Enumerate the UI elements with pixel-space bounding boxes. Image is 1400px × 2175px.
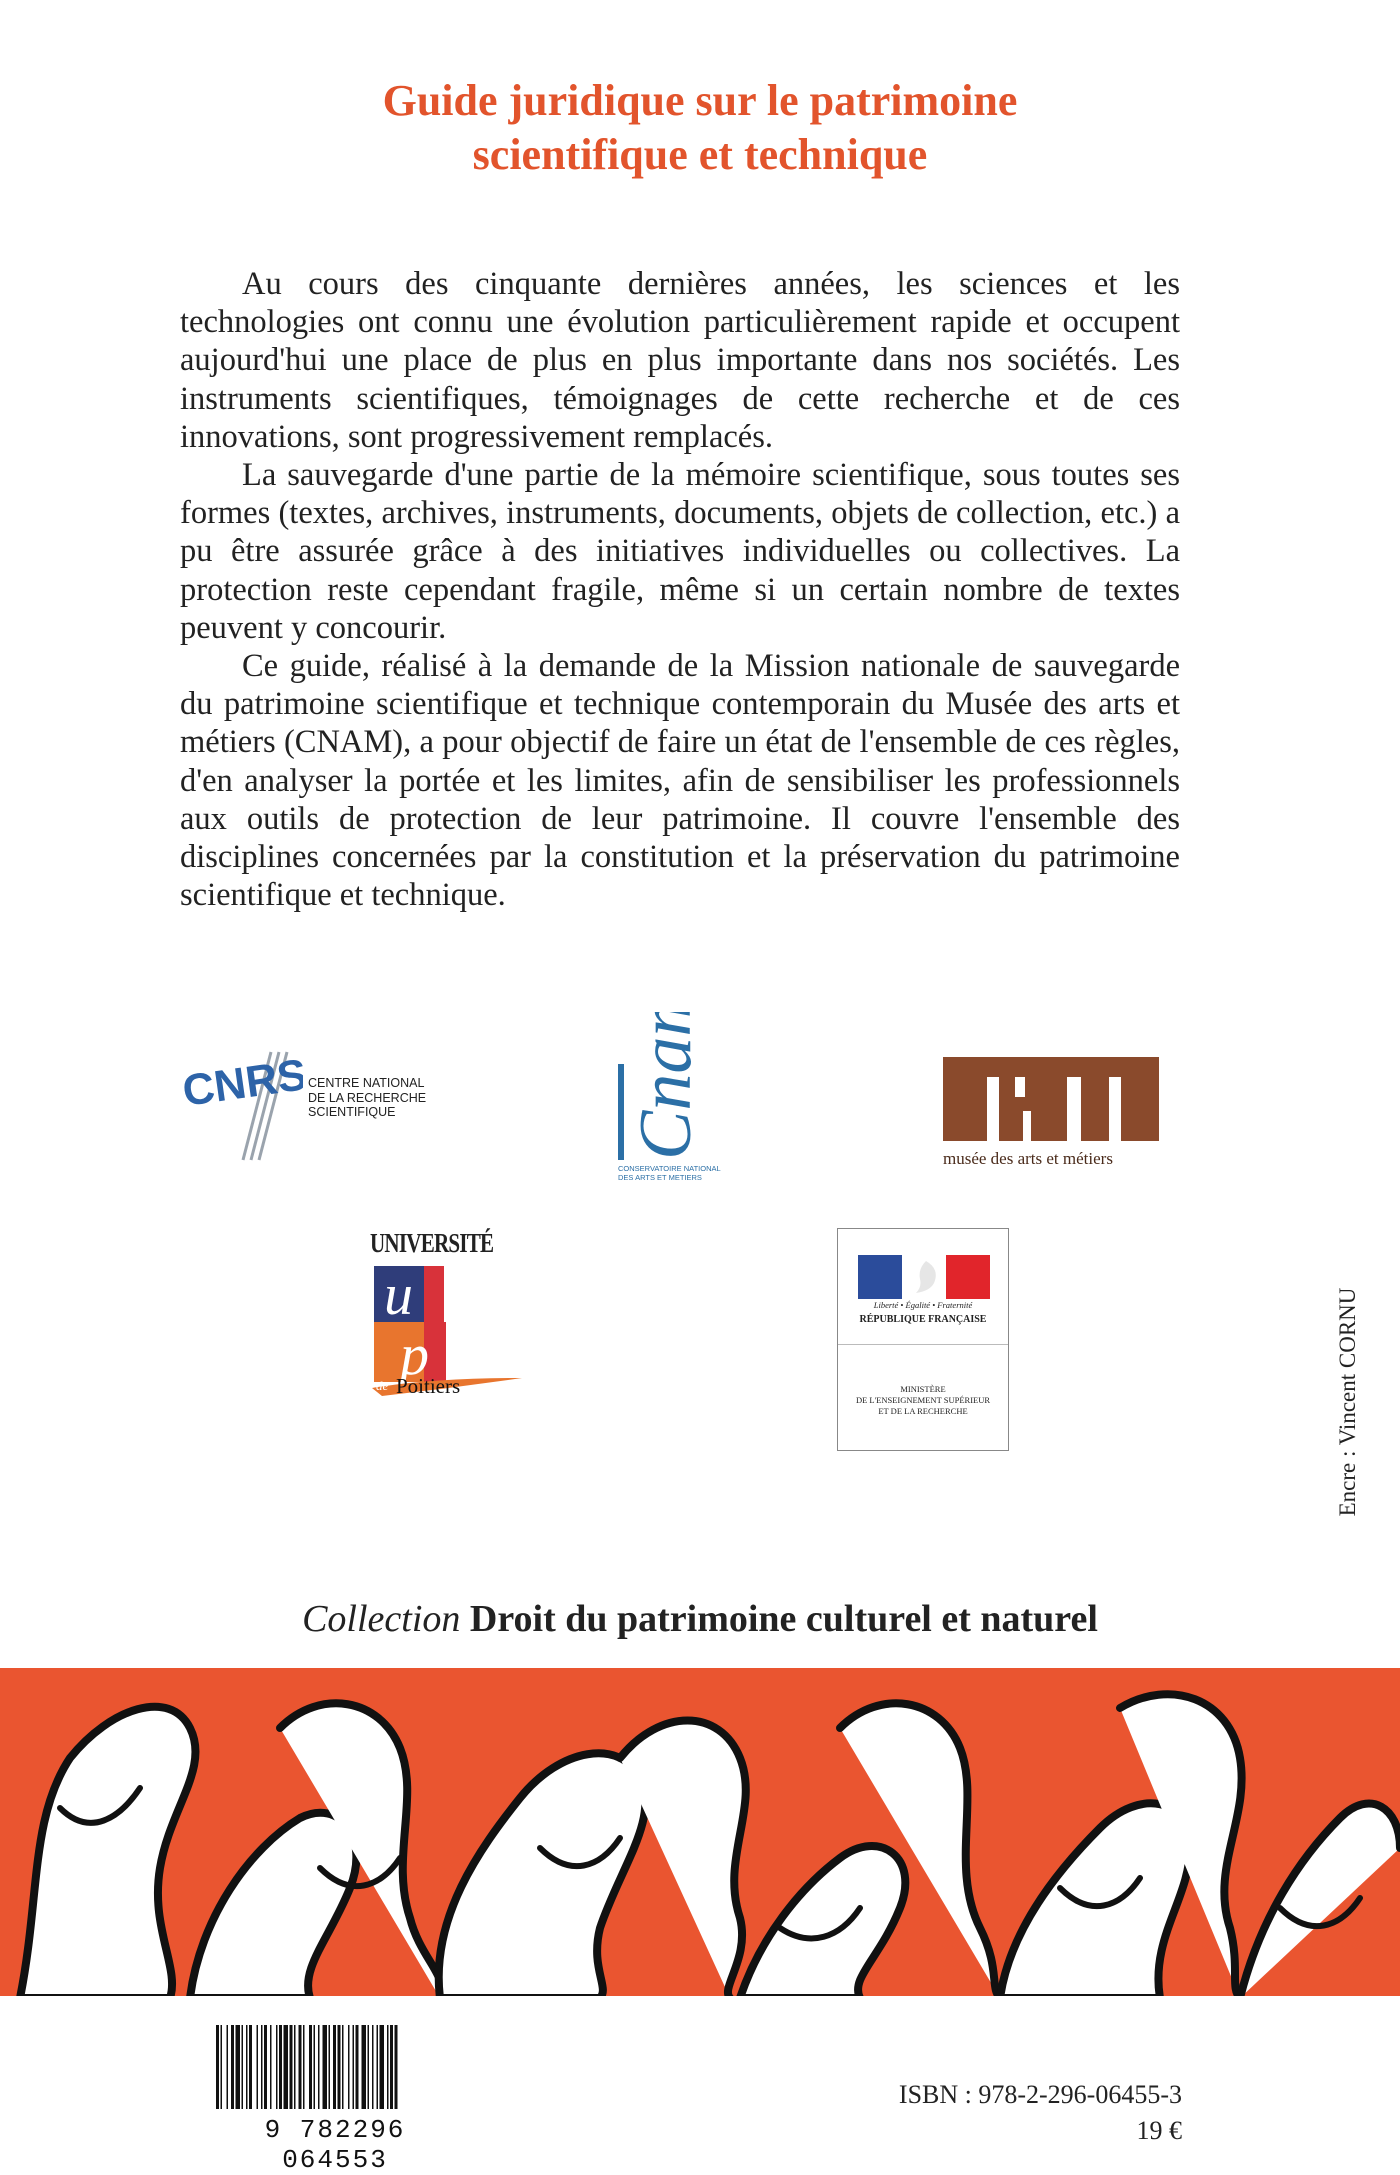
blurb [180,265,1180,914]
collection-line [0,1597,1400,1641]
title-line-2: scientifique et technique [472,130,928,179]
barcode-bar [333,2025,336,2109]
barcode-bar [299,2025,302,2109]
barcode-bar [372,2025,374,2109]
barcode-bar [261,2025,263,2109]
barcode-bar [353,2025,355,2109]
blurb-paragraph: La sauvegarde d'une partie de la mémoire scientifique, sous toutes ses formes (textes, archives, instruments, documents, objets de collection, etc.) a pu être assurée grâce à des initiatives individuelles ou collectives. La protection reste cependant fragile, même si un certain nombre de textes peuvent y concourir. [180,457,1180,646]
barcode-bar [231,2025,234,2109]
barcode-bar [227,2025,229,2109]
barcode-bar [216,2025,219,2109]
cnam-caption: CONSERVATOIRE NATIONAL DES ARTS ET METIERS [618,1164,721,1182]
barcode-bar [348,2025,350,2109]
barcode-bar [342,2025,344,2109]
cnrs-mark-icon [183,1050,303,1170]
universite-city: Poitiers [396,1374,461,1398]
svg-text:p: p [400,1322,429,1387]
barcode-bar [323,2025,328,2109]
barcode [210,2025,460,2175]
musee-caption: musée des arts et métiers [943,1149,1113,1168]
barcode-bar [294,2025,296,2109]
cnrs-caption: CENTRE NATIONAL DE LA RECHERCHE SCIENTIFIQUE [308,1076,427,1119]
barcode-bar [390,2025,393,2109]
barcode-bar [257,2025,259,2109]
barcode-bar [249,2025,252,2109]
barcode-bar [290,2025,293,2109]
universite-mark-icon [372,1228,542,1448]
universite-de: de [376,1378,389,1393]
title-line-1: Guide juridique sur le patrimoine [382,76,1018,125]
barcode-bar [303,2025,305,2109]
barcode-bar [395,2025,398,2109]
barcode-bars-icon [210,2025,460,2113]
barcode-bar [279,2025,282,2109]
illustration-credit: Encre : Vincent CORNU [1335,1287,1360,1517]
barcode-bar [356,2025,359,2109]
barcode-bar [380,2025,385,2109]
barcode-bar [276,2025,278,2109]
price: 19 € [1136,2116,1182,2145]
cnam-mark-icon [614,1012,744,1162]
barcode-bar [362,2025,367,2109]
collection-label: Collection [302,1598,461,1640]
barcode-bar [368,2025,370,2109]
blurb-paragraph: Ce guide, réalisé à la demande de la Mission nationale de sauvegarde du patrimoine scientifique et technique contemporain du Musée des arts et métiers (CNAM), a pour objectif de faire un état de l'ensemble de ces règles, d'en analyser la portée et les limites, afin de sensibiliser les professionnels aux outils de protection de leur patrimoine. Il couvre l'ensemble des disciplines concernées par la constitution et la préservation du patrimoine scientifique et technique. [180,648,1180,914]
barcode-bar [270,2025,272,2109]
cnam-logo [614,1012,744,1212]
svg-text:u: u [384,1262,413,1327]
cnrs-logo [183,1050,483,1180]
republique-name: RÉPUBLIQUE FRANÇAISE [859,1314,987,1325]
barcode-bar [221,2025,223,2109]
barcode-bar [309,2025,312,2109]
barcode-bar [242,2025,244,2109]
collection-name: Droit du patrimoine culturel et naturel [469,1598,1098,1640]
barcode-bar [387,2025,389,2109]
ministere-logo [837,1228,1009,1451]
book-title [0,74,1400,182]
barcode-bar [318,2025,320,2109]
barcode-bar [338,2025,341,2109]
republique-devise: Liberté • Égalité • Fraternité [873,1300,973,1310]
barcode-bar [284,2025,289,2109]
barcode-bar [264,2025,267,2109]
isbn: ISBN : 978-2-296-06455-3 [898,2080,1182,2109]
barcode-bar [377,2025,379,2109]
blurb-paragraph: Au cours des cinquante dernières années, les sciences et les technologies ont connu une évolution particulièrement rapide et occupent aujourd'hui une place de plus en plus importante dans nos sociétés. Les instruments scientifiques, témoignages de cette recherche et de ces innovations, sont progressivement remplacés. [180,266,1180,455]
musee-mark-icon [941,1055,1161,1145]
ministere-name: MINISTÈRE DE L'ENSEIGNEMENT SUPÉRIEUR ET DE LA RECHERCHE [855,1384,991,1416]
musee-logo [941,1055,1181,1175]
divider [838,1344,1008,1345]
universite-poitiers-logo [372,1228,542,1448]
svg-text:Cnam: Cnam [625,1012,707,1160]
illustration-band [0,1668,1400,1996]
universite-word: UNIVERSITÉ [370,1228,494,1258]
barcode-number: 9 782296 064553 [264,2115,406,2175]
svg-text:CNRS: CNRS [183,1050,303,1116]
barcode-bar [314,2025,316,2109]
barcode-bar [236,2025,241,2109]
marianne-flag-icon [838,1229,1008,1299]
barcode-bar [329,2025,331,2109]
barcode-bar [246,2025,248,2109]
